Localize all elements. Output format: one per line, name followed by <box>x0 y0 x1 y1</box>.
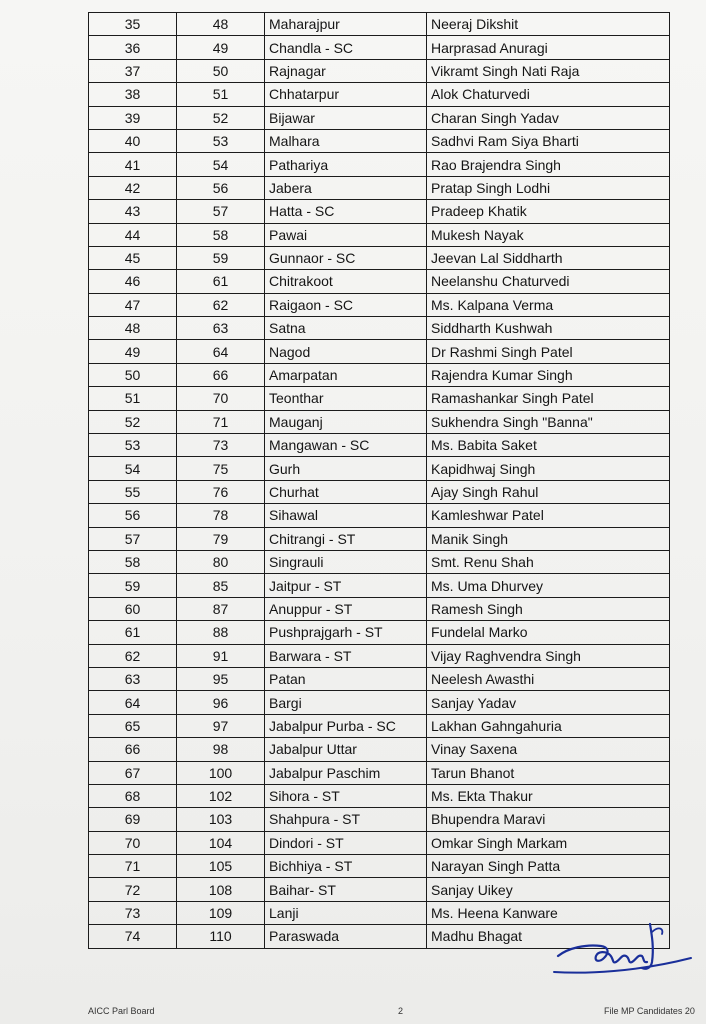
constituency-cell: Barwara - ST <box>265 644 427 667</box>
constituency-cell: Satna <box>265 317 427 340</box>
table-row <box>89 644 670 667</box>
serial-number-cell: 50 <box>89 363 177 386</box>
constituency-cell: Chandla - SC <box>265 36 427 59</box>
ac-number-cell: 110 <box>177 925 265 948</box>
serial-number-cell: 70 <box>89 831 177 854</box>
table-row <box>89 714 670 737</box>
candidate-cell: Lakhan Gahngahuria <box>427 714 670 737</box>
candidate-cell: Jeevan Lal Siddharth <box>427 246 670 269</box>
table-row <box>89 831 670 854</box>
serial-number-cell: 68 <box>89 784 177 807</box>
table-row <box>89 200 670 223</box>
ac-number-cell: 51 <box>177 83 265 106</box>
ac-number-cell: 48 <box>177 13 265 36</box>
candidate-cell: Rao Brajendra Singh <box>427 153 670 176</box>
constituency-cell: Chitrakoot <box>265 270 427 293</box>
table-row <box>89 246 670 269</box>
candidate-cell: Neelesh Awasthi <box>427 667 670 690</box>
ac-number-cell: 85 <box>177 574 265 597</box>
table-row <box>89 550 670 573</box>
ac-number-cell: 105 <box>177 855 265 878</box>
footer-page-number: 2 <box>398 1006 404 1016</box>
table-row <box>89 36 670 59</box>
ac-number-cell: 49 <box>177 36 265 59</box>
candidate-cell: Manik Singh <box>427 527 670 550</box>
serial-number-cell: 65 <box>89 714 177 737</box>
candidate-cell: Ramesh Singh <box>427 597 670 620</box>
ac-number-cell: 100 <box>177 761 265 784</box>
serial-number-cell: 74 <box>89 925 177 948</box>
ac-number-cell: 79 <box>177 527 265 550</box>
candidate-cell: Vikramt Singh Nati Raja <box>427 59 670 82</box>
table-row <box>89 270 670 293</box>
ac-number-cell: 80 <box>177 550 265 573</box>
serial-number-cell: 54 <box>89 457 177 480</box>
candidate-cell: Sanjay Uikey <box>427 878 670 901</box>
candidate-cell: Madhu Bhagat <box>427 925 670 948</box>
candidate-cell: Neelanshu Chaturvedi <box>427 270 670 293</box>
serial-number-cell: 52 <box>89 410 177 433</box>
candidate-cell: Sadhvi Ram Siya Bharti <box>427 129 670 152</box>
ac-number-cell: 70 <box>177 387 265 410</box>
table-row <box>89 153 670 176</box>
serial-number-cell: 46 <box>89 270 177 293</box>
ac-number-cell: 53 <box>177 129 265 152</box>
serial-number-cell: 59 <box>89 574 177 597</box>
candidate-table <box>88 12 670 949</box>
candidate-cell: Neeraj Dikshit <box>427 13 670 36</box>
candidate-cell: Ms. Kalpana Verma <box>427 293 670 316</box>
serial-number-cell: 51 <box>89 387 177 410</box>
table-row <box>89 504 670 527</box>
constituency-cell: Baihar- ST <box>265 878 427 901</box>
candidate-cell: Tarun Bhanot <box>427 761 670 784</box>
table-row <box>89 457 670 480</box>
ac-number-cell: 64 <box>177 340 265 363</box>
serial-number-cell: 55 <box>89 480 177 503</box>
constituency-cell: Paraswada <box>265 925 427 948</box>
candidate-cell: Kamleshwar Patel <box>427 504 670 527</box>
candidate-cell: Kapidhwaj Singh <box>427 457 670 480</box>
constituency-cell: Patan <box>265 667 427 690</box>
constituency-cell: Pushprajgarh - ST <box>265 621 427 644</box>
ac-number-cell: 66 <box>177 363 265 386</box>
candidate-cell: Rajendra Kumar Singh <box>427 363 670 386</box>
serial-number-cell: 63 <box>89 667 177 690</box>
serial-number-cell: 44 <box>89 223 177 246</box>
constituency-cell: Chhatarpur <box>265 83 427 106</box>
constituency-cell: Amarpatan <box>265 363 427 386</box>
ac-number-cell: 63 <box>177 317 265 340</box>
table-row <box>89 878 670 901</box>
ac-number-cell: 102 <box>177 784 265 807</box>
candidate-cell: Bhupendra Maravi <box>427 808 670 831</box>
serial-number-cell: 72 <box>89 878 177 901</box>
constituency-cell: Jabalpur Uttar <box>265 738 427 761</box>
ac-number-cell: 97 <box>177 714 265 737</box>
ac-number-cell: 76 <box>177 480 265 503</box>
candidate-cell: Ajay Singh Rahul <box>427 480 670 503</box>
constituency-cell: Raigaon - SC <box>265 293 427 316</box>
ac-number-cell: 88 <box>177 621 265 644</box>
serial-number-cell: 38 <box>89 83 177 106</box>
candidate-cell: Alok Chaturvedi <box>427 83 670 106</box>
constituency-cell: Maharajpur <box>265 13 427 36</box>
table-row <box>89 387 670 410</box>
table-row <box>89 574 670 597</box>
constituency-cell: Chitrangi - ST <box>265 527 427 550</box>
candidate-cell: Narayan Singh Patta <box>427 855 670 878</box>
ac-number-cell: 59 <box>177 246 265 269</box>
ac-number-cell: 75 <box>177 457 265 480</box>
table-row <box>89 808 670 831</box>
ac-number-cell: 104 <box>177 831 265 854</box>
constituency-cell: Mangawan - SC <box>265 434 427 457</box>
constituency-cell: Teonthar <box>265 387 427 410</box>
footer-board-name: AICC Parl Board <box>88 1006 155 1016</box>
constituency-cell: Pathariya <box>265 153 427 176</box>
constituency-cell: Shahpura - ST <box>265 808 427 831</box>
ac-number-cell: 58 <box>177 223 265 246</box>
table-row <box>89 223 670 246</box>
serial-number-cell: 73 <box>89 901 177 924</box>
serial-number-cell: 67 <box>89 761 177 784</box>
table-row <box>89 317 670 340</box>
ac-number-cell: 78 <box>177 504 265 527</box>
serial-number-cell: 69 <box>89 808 177 831</box>
serial-number-cell: 36 <box>89 36 177 59</box>
ac-number-cell: 96 <box>177 691 265 714</box>
constituency-cell: Lanji <box>265 901 427 924</box>
table-row <box>89 527 670 550</box>
table-row <box>89 480 670 503</box>
table-row <box>89 738 670 761</box>
serial-number-cell: 58 <box>89 550 177 573</box>
table-row <box>89 597 670 620</box>
candidate-cell: Mukesh Nayak <box>427 223 670 246</box>
ac-number-cell: 91 <box>177 644 265 667</box>
serial-number-cell: 61 <box>89 621 177 644</box>
ac-number-cell: 87 <box>177 597 265 620</box>
serial-number-cell: 62 <box>89 644 177 667</box>
table-row <box>89 621 670 644</box>
table-row <box>89 59 670 82</box>
serial-number-cell: 60 <box>89 597 177 620</box>
candidate-cell: Ms. Babita Saket <box>427 434 670 457</box>
table-row <box>89 855 670 878</box>
constituency-cell: Malhara <box>265 129 427 152</box>
serial-number-cell: 66 <box>89 738 177 761</box>
ac-number-cell: 57 <box>177 200 265 223</box>
ac-number-cell: 62 <box>177 293 265 316</box>
serial-number-cell: 45 <box>89 246 177 269</box>
constituency-cell: Mauganj <box>265 410 427 433</box>
candidate-cell: Smt. Renu Shah <box>427 550 670 573</box>
candidate-cell: Charan Singh Yadav <box>427 106 670 129</box>
constituency-cell: Rajnagar <box>265 59 427 82</box>
constituency-cell: Nagod <box>265 340 427 363</box>
candidate-cell: Vijay Raghvendra Singh <box>427 644 670 667</box>
ac-number-cell: 52 <box>177 106 265 129</box>
constituency-cell: Sihawal <box>265 504 427 527</box>
candidate-cell: Omkar Singh Markam <box>427 831 670 854</box>
serial-number-cell: 43 <box>89 200 177 223</box>
table-row <box>89 363 670 386</box>
table-row <box>89 340 670 363</box>
serial-number-cell: 48 <box>89 317 177 340</box>
footer-file-name: File MP Candidates 20 <box>604 1006 695 1016</box>
constituency-cell: Jabalpur Paschim <box>265 761 427 784</box>
constituency-cell: Churhat <box>265 480 427 503</box>
ac-number-cell: 54 <box>177 153 265 176</box>
constituency-cell: Bijawar <box>265 106 427 129</box>
table-row <box>89 176 670 199</box>
constituency-cell: Jabera <box>265 176 427 199</box>
candidate-cell: Siddharth Kushwah <box>427 317 670 340</box>
constituency-cell: Pawai <box>265 223 427 246</box>
constituency-cell: Jaitpur - ST <box>265 574 427 597</box>
ac-number-cell: 61 <box>177 270 265 293</box>
constituency-cell: Anuppur - ST <box>265 597 427 620</box>
serial-number-cell: 41 <box>89 153 177 176</box>
constituency-cell: Singrauli <box>265 550 427 573</box>
table-row <box>89 106 670 129</box>
serial-number-cell: 39 <box>89 106 177 129</box>
constituency-cell: Dindori - ST <box>265 831 427 854</box>
table-row <box>89 434 670 457</box>
candidate-cell: Harprasad Anuragi <box>427 36 670 59</box>
serial-number-cell: 35 <box>89 13 177 36</box>
serial-number-cell: 47 <box>89 293 177 316</box>
serial-number-cell: 37 <box>89 59 177 82</box>
candidate-cell: Dr Rashmi Singh Patel <box>427 340 670 363</box>
serial-number-cell: 42 <box>89 176 177 199</box>
ac-number-cell: 50 <box>177 59 265 82</box>
table-row <box>89 13 670 36</box>
serial-number-cell: 64 <box>89 691 177 714</box>
candidate-cell: Ms. Heena Kanware <box>427 901 670 924</box>
serial-number-cell: 49 <box>89 340 177 363</box>
serial-number-cell: 71 <box>89 855 177 878</box>
constituency-cell: Gurh <box>265 457 427 480</box>
candidate-cell: Ms. Ekta Thakur <box>427 784 670 807</box>
serial-number-cell: 56 <box>89 504 177 527</box>
serial-number-cell: 53 <box>89 434 177 457</box>
ac-number-cell: 108 <box>177 878 265 901</box>
constituency-cell: Gunnaor - SC <box>265 246 427 269</box>
table-row <box>89 83 670 106</box>
serial-number-cell: 40 <box>89 129 177 152</box>
table-row <box>89 761 670 784</box>
ac-number-cell: 109 <box>177 901 265 924</box>
constituency-cell: Jabalpur Purba - SC <box>265 714 427 737</box>
constituency-cell: Bargi <box>265 691 427 714</box>
table-row <box>89 667 670 690</box>
serial-number-cell: 57 <box>89 527 177 550</box>
candidate-cell: Vinay Saxena <box>427 738 670 761</box>
ac-number-cell: 95 <box>177 667 265 690</box>
table-row <box>89 129 670 152</box>
table-row <box>89 691 670 714</box>
ac-number-cell: 71 <box>177 410 265 433</box>
candidate-table-body <box>89 13 670 949</box>
constituency-cell: Sihora - ST <box>265 784 427 807</box>
candidate-cell: Fundelal Marko <box>427 621 670 644</box>
table-row <box>89 293 670 316</box>
constituency-cell: Bichhiya - ST <box>265 855 427 878</box>
handwritten-signature <box>546 918 696 984</box>
ac-number-cell: 103 <box>177 808 265 831</box>
candidate-cell: Pradeep Khatik <box>427 200 670 223</box>
ac-number-cell: 73 <box>177 434 265 457</box>
candidate-cell: Sanjay Yadav <box>427 691 670 714</box>
candidate-cell: Sukhendra Singh "Banna" <box>427 410 670 433</box>
candidate-cell: Ramashankar Singh Patel <box>427 387 670 410</box>
table-row <box>89 410 670 433</box>
ac-number-cell: 98 <box>177 738 265 761</box>
candidate-cell: Pratap Singh Lodhi <box>427 176 670 199</box>
constituency-cell: Hatta - SC <box>265 200 427 223</box>
ac-number-cell: 56 <box>177 176 265 199</box>
candidate-cell: Ms. Uma Dhurvey <box>427 574 670 597</box>
table-row <box>89 784 670 807</box>
